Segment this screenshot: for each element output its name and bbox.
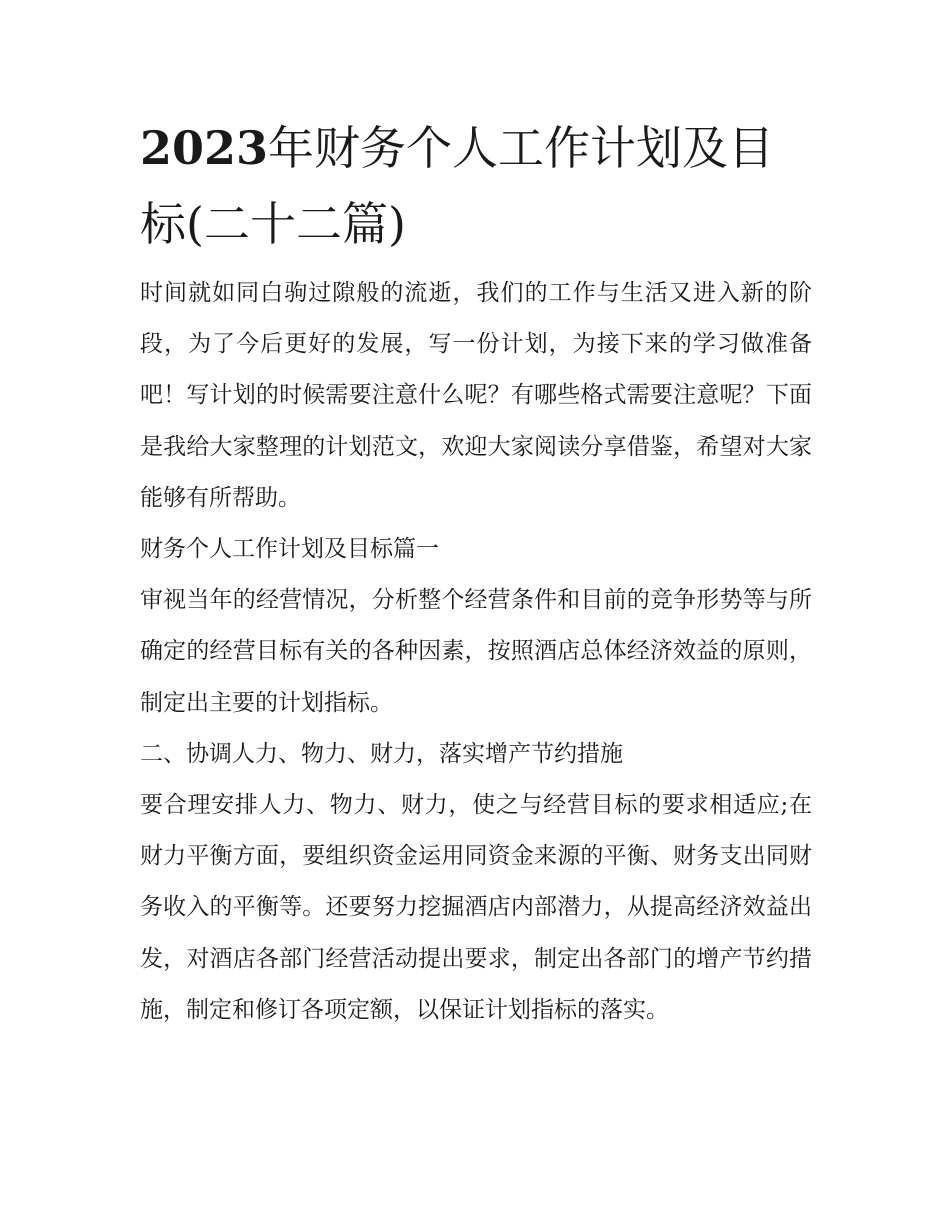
document-title xyxy=(140,110,812,262)
document-page xyxy=(140,110,812,1036)
subheading-2: 二、协调人力、物力、财力，落实增产节约措施 xyxy=(140,740,623,767)
intro-paragraph: 时间就如同白驹过隙般的流逝，我们的工作与生活又进入新的阶段，为了今后更好的发展，写一份计划，为接下来的学习做准备吧！写计划的时候需要注意什么呢？有哪些格式需要注意呢？下面是我给大家整理的计划范文，欢迎大家阅读分享借鉴，希望对大家能够有所帮助。 xyxy=(140,280,812,511)
title-text: 年财务个人工作计划及目标(二十二篇) xyxy=(140,121,775,251)
section-heading: 财务个人工作计划及目标篇一 xyxy=(140,536,439,563)
paragraph-1: 审视当年的经营情况，分析整个经营条件和目前的竞争形势等与所确定的经营目标有关的各种因素，按照酒店总体经济效益的原则，制定出主要的计划指标。 xyxy=(140,587,812,716)
title-year: 2023 xyxy=(140,121,269,175)
paragraph-2: 要合理安排人力、物力、财力，使之与经营目标的要求相适应;在财力平衡方面，要组织资金运用同资金来源的平衡、财务支出同财务收入的平衡等。还要努力挖掘酒店内部潜力，从提高经济效益出发，对酒店各部门经营活动提出要求，制定出各部门的增产节约措施，制定和修订各项定额，以保证计划指标的落实。 xyxy=(140,792,812,1023)
